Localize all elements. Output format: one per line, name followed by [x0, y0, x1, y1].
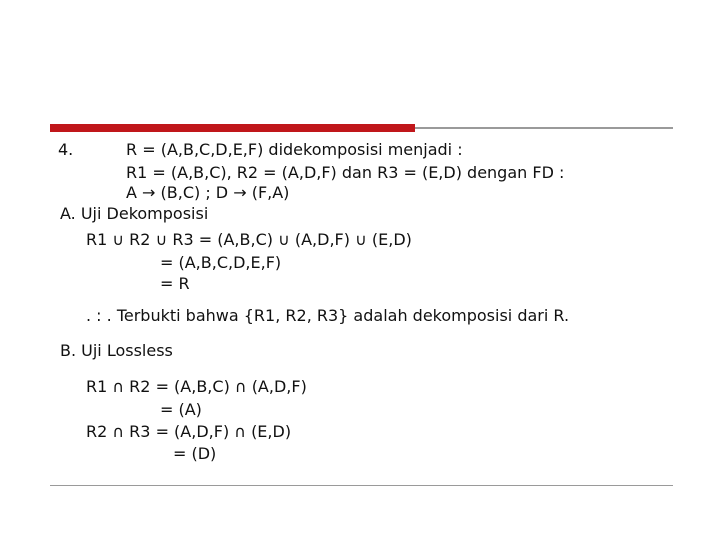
- problem-line-2: R1 = (A,B,C), R2 = (A,D,F) dan R3 = (E,D) dengan FD :: [126, 163, 565, 182]
- decomposition-line-1: R1 ∪ R2 ∪ R3 = (A,B,C) ∪ (A,D,F) ∪ (E,D): [86, 230, 412, 249]
- lossless-line-2: = (A): [160, 400, 202, 419]
- decomposition-line-2: = (A,B,C,D,E,F): [160, 253, 282, 272]
- bottom-divider-line: [50, 485, 673, 486]
- problem-line-3: A → (B,C) ; D → (F,A): [126, 183, 290, 202]
- lossless-line-1: R1 ∩ R2 = (A,B,C) ∩ (A,D,F): [86, 377, 307, 396]
- problem-line-1: R = (A,B,C,D,E,F) didekomposisi menjadi :: [126, 140, 463, 159]
- decomposition-conclusion: . : . Terbukti bahwa {R1, R2, R3} adalah dekomposisi dari R.: [86, 306, 570, 325]
- lossless-line-4: = (D): [173, 444, 217, 463]
- lossless-line-3: R2 ∩ R3 = (A,D,F) ∩ (E,D): [86, 422, 292, 441]
- section-a-title: A. Uji Dekomposisi: [60, 204, 209, 223]
- problem-number: 4.: [58, 140, 74, 159]
- section-b-title: B. Uji Lossless: [60, 341, 173, 360]
- decomposition-line-3: = R: [160, 274, 190, 293]
- top-accent-bar: [50, 124, 415, 132]
- top-divider-line: [415, 127, 673, 129]
